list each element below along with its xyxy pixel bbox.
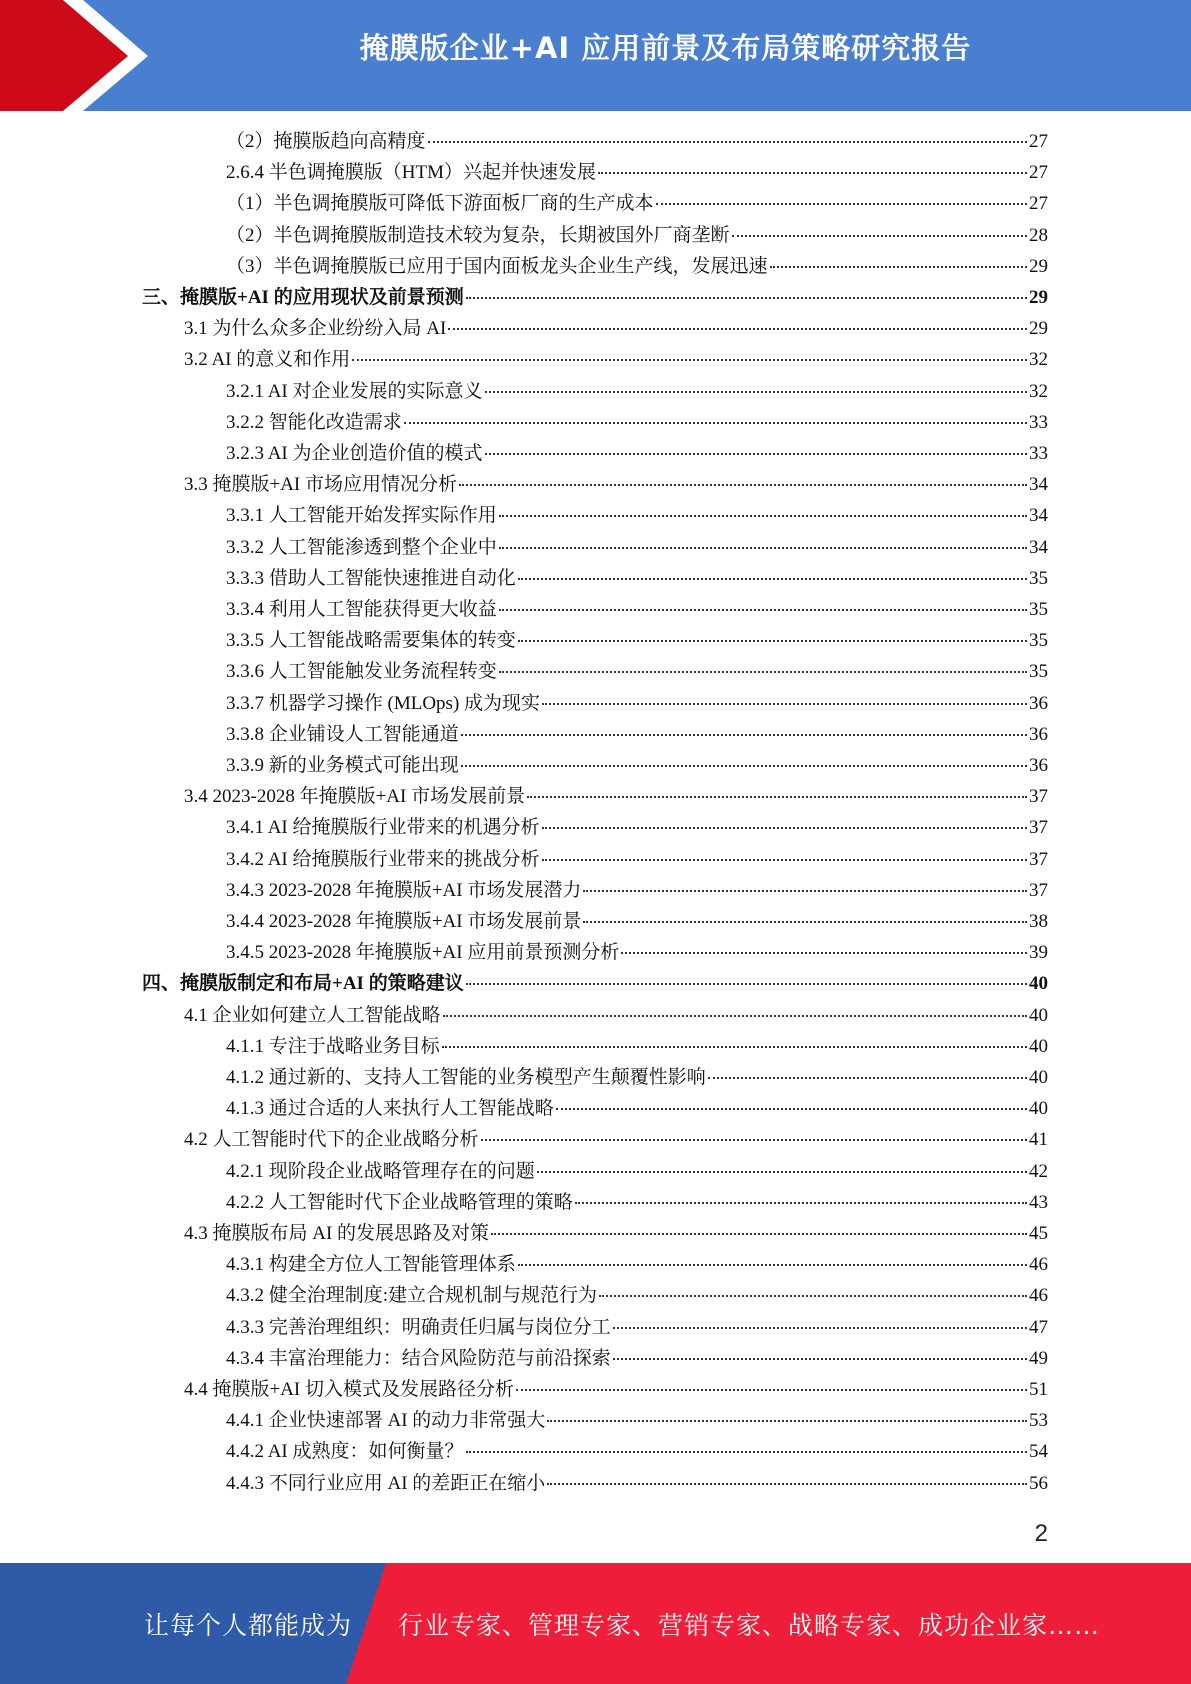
toc-entry[interactable] xyxy=(226,563,1048,594)
toc-entry[interactable] xyxy=(226,407,1048,438)
toc-entry-title: （3）半色调掩膜版已应用于国内面板龙头企业生产线，发展迅速 xyxy=(226,255,768,277)
toc-entry-title: 3.3.5 人工智能战略需要集体的转变 xyxy=(226,630,516,652)
toc-entry[interactable] xyxy=(226,656,1048,687)
toc-dot-leader xyxy=(499,515,1027,517)
toc-entry-title: 4.3.1 构建全方位人工智能管理体系 xyxy=(226,1254,516,1276)
toc-entry-title: 4.3 掩膜版布局 AI 的发展思路及对策 xyxy=(184,1223,490,1244)
toc-entry-page: 29 xyxy=(1029,255,1048,277)
toc-entry[interactable] xyxy=(226,719,1048,750)
toc-entry-page: 56 xyxy=(1029,1472,1048,1494)
toc-entry-title: 3.3.4 利用人工智能获得更大收益 xyxy=(226,599,497,620)
toc-entry-page: 51 xyxy=(1029,1379,1048,1400)
toc-dot-leader xyxy=(583,890,1027,892)
toc-entry[interactable] xyxy=(226,157,1048,188)
toc-entry[interactable] xyxy=(226,188,1048,219)
toc-entry[interactable] xyxy=(184,1218,1048,1249)
toc-entry-page: 35 xyxy=(1029,630,1048,652)
toc-entry[interactable] xyxy=(226,1031,1048,1062)
toc-dot-leader xyxy=(518,640,1027,642)
toc-entry-page: 28 xyxy=(1029,224,1048,246)
toc-entry[interactable] xyxy=(226,220,1048,251)
toc-entry-title: 4.2.2 人工智能时代下企业战略管理的策略 xyxy=(226,1191,573,1213)
toc-dot-leader xyxy=(656,203,1027,205)
toc-entry-title: 4.2 人工智能时代下的企业战略分析 xyxy=(184,1129,479,1151)
toc-dot-leader xyxy=(583,921,1027,923)
toc-entry[interactable] xyxy=(184,344,1048,375)
toc-entry-title: 4.4.1 企业快速部署 AI 的动力非常强大 xyxy=(226,1410,546,1432)
toc-entry[interactable] xyxy=(226,1249,1048,1280)
toc-entry-title: 3.4.5 2023-2028 年掩膜版+AI 应用前景预测分析 xyxy=(226,942,620,964)
toc-entry-page: 34 xyxy=(1029,505,1048,527)
toc-dot-leader xyxy=(599,1295,1027,1297)
toc-dot-leader xyxy=(461,765,1027,767)
toc-entry-page: 40 xyxy=(1029,1035,1048,1057)
toc-entry[interactable] xyxy=(226,1093,1048,1124)
toc-dot-leader xyxy=(770,266,1027,268)
toc-dot-leader xyxy=(542,859,1027,861)
toc-entry[interactable] xyxy=(226,1468,1048,1499)
toc-entry-title: 4.3.2 健全治理制度:建立合规机制与规范行为 xyxy=(226,1285,598,1307)
toc-dot-leader xyxy=(443,1015,1027,1017)
toc-entry-title: 3.3.2 人工智能渗透到整个企业中 xyxy=(226,536,497,558)
toc-dot-leader xyxy=(613,1358,1027,1360)
header-arrow-decoration xyxy=(0,0,180,111)
toc-entry[interactable] xyxy=(226,1405,1048,1436)
toc-dot-leader xyxy=(518,1264,1027,1266)
toc-dot-leader xyxy=(575,1202,1027,1204)
toc-dot-leader xyxy=(499,671,1027,673)
toc-entry-title: 3.3 掩膜版+AI 市场应用情况分析 xyxy=(184,474,458,496)
toc-entry-page: 37 xyxy=(1029,879,1048,901)
toc-dot-leader xyxy=(542,703,1027,705)
toc-dot-leader xyxy=(481,1139,1027,1141)
toc-entry-title: 三、掩膜版+AI 的应用现状及前景预测 xyxy=(142,287,464,308)
toc-dot-leader xyxy=(499,547,1027,549)
toc-dot-leader xyxy=(547,1483,1027,1485)
toc-entry[interactable] xyxy=(226,688,1048,719)
toc-entry-title: 3.3.7 机器学习操作 (MLOps) 成为现实 xyxy=(226,692,541,714)
toc-entry[interactable] xyxy=(184,1000,1048,1031)
toc-dot-leader xyxy=(352,359,1027,361)
toc-entry-page: 40 xyxy=(1029,1067,1048,1088)
toc-entry[interactable] xyxy=(184,1374,1048,1405)
toc-entry-title: 3.2.1 AI 对企业发展的实际意义 xyxy=(226,380,483,402)
toc-dot-leader xyxy=(491,1233,1027,1235)
toc-entry-page: 36 xyxy=(1029,723,1048,745)
toc-entry-page: 33 xyxy=(1029,411,1048,433)
toc-dot-leader xyxy=(428,141,1027,143)
toc-dot-leader xyxy=(518,578,1027,580)
toc-dot-leader xyxy=(542,827,1027,829)
toc-entry-page: 32 xyxy=(1029,349,1048,371)
toc-entry[interactable] xyxy=(226,1156,1048,1187)
toc-entry[interactable] xyxy=(226,1312,1048,1343)
toc-entry[interactable] xyxy=(226,625,1048,656)
page-footer xyxy=(0,1563,1191,1684)
toc-entry-title: 四、掩膜版制定和布局+AI 的策略建议 xyxy=(142,973,464,995)
footer-slogan-right: 行业专家、管理专家、营销专家、战略专家、成功企业家…… xyxy=(398,1611,1101,1640)
toc-entry[interactable] xyxy=(226,937,1048,968)
toc-entry-page: 47 xyxy=(1029,1316,1048,1338)
toc-entry-page: 49 xyxy=(1029,1347,1048,1369)
toc-entry-page: 37 xyxy=(1029,817,1048,839)
toc-dot-leader xyxy=(466,983,1027,985)
toc-entry[interactable] xyxy=(142,282,1048,313)
toc-entry-title: （2）掩膜版趋向高精度 xyxy=(226,131,426,152)
toc-dot-leader xyxy=(448,328,1027,330)
toc-entry-page: 35 xyxy=(1029,567,1048,589)
toc-entry-title: 3.4.4 2023-2028 年掩膜版+AI 市场发展前景 xyxy=(226,911,582,932)
toc-entry[interactable] xyxy=(226,1436,1048,1467)
toc-entry-page: 46 xyxy=(1029,1254,1048,1276)
toc-dot-leader xyxy=(537,1171,1027,1173)
toc-entry-title: 2.6.4 半色调掩膜版（HTM）兴起并快速发展 xyxy=(226,162,596,184)
toc-dot-leader xyxy=(485,391,1027,393)
toc-dot-leader xyxy=(556,1108,1027,1110)
toc-entry-title: 4.3.3 完善治理组织：明确责任归属与岗位分工 xyxy=(226,1316,611,1338)
toc-entry[interactable] xyxy=(226,875,1048,906)
toc-entry-page: 33 xyxy=(1029,443,1048,464)
toc-entry-page: 42 xyxy=(1029,1160,1048,1182)
toc-entry-page: 27 xyxy=(1029,162,1048,184)
toc-entry[interactable] xyxy=(226,844,1048,875)
page-number: 2 xyxy=(1034,1520,1048,1547)
toc-entry-title: 4.3.4 丰富治理能力：结合风险防范与前沿探索 xyxy=(226,1347,611,1369)
toc-entry[interactable] xyxy=(184,781,1048,812)
toc-entry-title: 3.3.1 人工智能开始发挥实际作用 xyxy=(226,505,497,527)
toc-entry-title: （2）半色调掩膜版制造技术较为复杂，长期被国外厂商垄断 xyxy=(226,224,730,246)
toc-entry-title: 3.3.9 新的业务模式可能出现 xyxy=(226,755,459,776)
toc-dot-leader xyxy=(404,422,1027,424)
toc-entry[interactable] xyxy=(226,376,1048,407)
toc-dot-leader xyxy=(466,297,1027,299)
toc-entry-page: 54 xyxy=(1029,1441,1048,1463)
toc-entry-page: 34 xyxy=(1029,474,1048,496)
toc-dot-leader xyxy=(459,484,1027,486)
toc-entry-page: 39 xyxy=(1029,942,1048,964)
toc-entry[interactable] xyxy=(184,1124,1048,1155)
toc-entry[interactable] xyxy=(226,500,1048,531)
toc-dot-leader xyxy=(621,952,1027,954)
toc-entry-page: 27 xyxy=(1029,131,1048,152)
toc-entry[interactable] xyxy=(226,812,1048,843)
toc-dot-leader xyxy=(527,796,1027,798)
toc-entry-page: 37 xyxy=(1029,848,1048,870)
toc-entry-page: 40 xyxy=(1029,1098,1048,1120)
toc-entry-title: 4.4.3 不同行业应用 AI 的差距正在缩小 xyxy=(226,1472,546,1494)
toc-entry-title: 4.4.2 AI 成熟度：如何衡量？ xyxy=(226,1441,464,1463)
toc-entry-page: 35 xyxy=(1029,599,1048,620)
toc-entry-title: 3.3.6 人工智能触发业务流程转变 xyxy=(226,661,497,683)
toc-entry-page: 36 xyxy=(1029,692,1048,714)
toc-entry-page: 45 xyxy=(1029,1223,1048,1244)
toc-entry-title: 3.3.8 企业铺设人工智能通道 xyxy=(226,723,459,745)
toc-entry-title: 3.2 AI 的意义和作用 xyxy=(184,349,351,371)
toc-dot-leader xyxy=(466,1451,1027,1453)
toc-entry-title: 3.1 为什么众多企业纷纷入局 AI xyxy=(184,318,447,340)
toc-entry-page: 29 xyxy=(1029,318,1048,340)
toc-entry-title: 4.1.3 通过合适的人来执行人工智能战略 xyxy=(226,1098,554,1120)
toc-dot-leader xyxy=(499,609,1027,611)
toc-entry-title: 3.4.2 AI 给掩膜版行业带来的挑战分析 xyxy=(226,848,540,870)
toc-entry-page: 37 xyxy=(1029,786,1048,808)
toc-entry-title: 4.1 企业如何建立人工智能战略 xyxy=(184,1004,441,1026)
toc-entry-title: 3.2.2 智能化改造需求 xyxy=(226,411,402,433)
toc-entry[interactable] xyxy=(226,1187,1048,1218)
toc-entry[interactable] xyxy=(226,594,1048,625)
red-arrow-shape xyxy=(0,0,148,111)
toc-entry-title: 4.2.1 现阶段企业战略管理存在的问题 xyxy=(226,1160,535,1182)
toc-entry-title: 3.3.3 借助人工智能快速推进自动化 xyxy=(226,567,516,589)
toc-entry-page: 46 xyxy=(1029,1285,1048,1307)
toc-entry[interactable] xyxy=(226,126,1048,157)
toc-dot-leader xyxy=(461,734,1027,736)
toc-entry[interactable] xyxy=(226,438,1048,469)
toc-entry-page: 43 xyxy=(1029,1191,1048,1213)
toc-entry[interactable] xyxy=(226,1062,1048,1093)
toc-entry[interactable] xyxy=(226,1343,1048,1374)
toc-dot-leader xyxy=(485,453,1027,455)
toc-entry[interactable] xyxy=(226,1280,1048,1311)
toc-entry-page: 34 xyxy=(1029,536,1048,558)
toc-entry-page: 38 xyxy=(1029,911,1048,932)
toc-entry-title: 4.1.2 通过新的、支持人工智能的业务模型产生颠覆性影响 xyxy=(226,1067,706,1088)
toc-entry-page: 35 xyxy=(1029,661,1048,683)
toc-entry[interactable] xyxy=(142,968,1048,999)
toc-entry[interactable] xyxy=(226,750,1048,781)
toc-dot-leader xyxy=(732,235,1027,237)
toc-dot-leader xyxy=(442,1046,1027,1048)
toc-entry[interactable] xyxy=(226,906,1048,937)
toc-dot-leader xyxy=(613,1327,1027,1329)
toc-entry-title: 4.1.1 专注于战略业务目标 xyxy=(226,1035,440,1057)
toc-dot-leader xyxy=(708,1077,1027,1079)
report-title: 掩膜版企业+AI 应用前景及布局策略研究报告 xyxy=(359,31,972,65)
toc-dot-leader xyxy=(547,1420,1027,1422)
toc-entry-page: 29 xyxy=(1029,287,1048,308)
toc-entry-title: （1）半色调掩膜版可降低下游面板厂商的生产成本 xyxy=(226,193,654,215)
toc-entry-title: 4.4 掩膜版+AI 切入模式及发展路径分析 xyxy=(184,1379,515,1400)
footer-slogan-left: 让每个人都能成为 xyxy=(144,1611,353,1640)
toc-dot-leader xyxy=(516,1389,1027,1391)
toc-entry-page: 40 xyxy=(1029,973,1048,995)
toc-entry-title: 3.2.3 AI 为企业创造价值的模式 xyxy=(226,443,483,464)
toc-entry-page: 53 xyxy=(1029,1410,1048,1432)
toc-entry[interactable] xyxy=(184,313,1048,344)
toc-entry[interactable] xyxy=(184,469,1048,500)
toc-entry-page: 41 xyxy=(1029,1129,1048,1151)
toc-entry[interactable] xyxy=(226,251,1048,282)
toc-entry-title: 3.4.1 AI 给掩膜版行业带来的机遇分析 xyxy=(226,817,540,839)
toc-entry[interactable] xyxy=(226,532,1048,563)
toc-entry-title: 3.4 2023-2028 年掩膜版+AI 市场发展前景 xyxy=(184,786,526,808)
toc-entry-page: 27 xyxy=(1029,193,1048,215)
page-header xyxy=(0,0,1191,111)
toc-dot-leader xyxy=(598,172,1027,174)
toc-entry-title: 3.4.3 2023-2028 年掩膜版+AI 市场发展潜力 xyxy=(226,879,582,901)
toc-entry-page: 32 xyxy=(1029,380,1048,402)
toc-entry-page: 40 xyxy=(1029,1004,1048,1026)
toc-entry-page: 36 xyxy=(1029,755,1048,776)
